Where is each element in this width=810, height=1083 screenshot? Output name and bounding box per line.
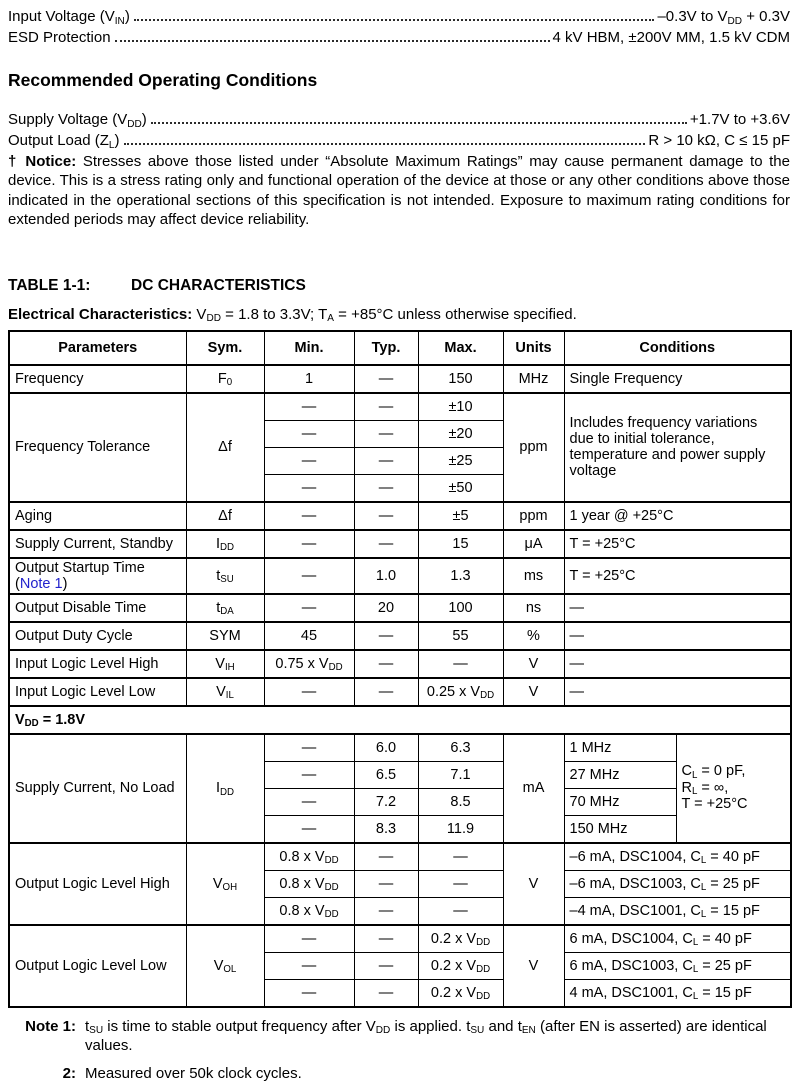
sym-cell: $I_{DD}$ <box>186 734 264 843</box>
section-heading: Recommended Operating Conditions <box>8 70 318 90</box>
typ-cell: — <box>354 530 418 558</box>
max-cell: 100 <box>418 594 503 622</box>
param-cell <box>9 558 186 594</box>
cond-freq-cell: 27 MHz <box>564 761 676 788</box>
col-header-min: Min. <box>264 331 354 365</box>
sym-cell: $t_{DA}$ <box>186 594 264 622</box>
sym-cell: $t_{SU}$ <box>186 558 264 594</box>
max-cell: ±25 <box>418 447 503 474</box>
min-cell: — <box>264 678 354 706</box>
max-cell: 0.2 x $V_{DD}$ <box>418 925 503 953</box>
max-cell: ±10 <box>418 393 503 421</box>
subtitle-bold: Electrical Characteristics: <box>8 305 193 323</box>
units-cell: ms <box>503 558 564 594</box>
param-cell: Output Logic Level High <box>9 843 186 925</box>
cond-freq-cell: 150 MHz <box>564 815 676 843</box>
min-cell: — <box>264 815 354 843</box>
spec-line-supply-voltage <box>8 107 790 128</box>
col-header-parameters: Parameters <box>9 331 186 365</box>
typ-cell: — <box>354 870 418 897</box>
typ-cell: — <box>354 650 418 678</box>
spec-label: Supply Voltage $(V_{DD})$ <box>8 111 147 130</box>
min-cell: 0.8 x $V_{DD}$ <box>264 870 354 897</box>
min-cell: — <box>264 734 354 762</box>
typ-cell: — <box>354 393 418 421</box>
sym-cell: Δf <box>186 393 264 502</box>
max-cell: 55 <box>418 622 503 650</box>
typ-cell: — <box>354 447 418 474</box>
table-row-vol <box>9 925 791 953</box>
cond-cell: — <box>564 622 791 650</box>
units-cell: ppm <box>503 393 564 502</box>
typ-cell: — <box>354 952 418 979</box>
spec-label: Output Load $(Z_L)$ <box>8 132 120 151</box>
typ-cell: — <box>354 502 418 530</box>
typ-cell: — <box>354 622 418 650</box>
max-cell: 11.9 <box>418 815 503 843</box>
typ-cell: — <box>354 925 418 953</box>
cond-cell: T = +25°C <box>564 530 791 558</box>
min-cell: — <box>264 530 354 558</box>
spec-line-input-voltage <box>8 4 790 25</box>
min-cell: 0.8 x $V_{DD}$ <box>264 897 354 925</box>
cond-cell: –6 mA, DSC1004, $C_L = 40$ pF <box>564 843 791 871</box>
note-text: $t_{SU}$ is time to stable output frequency after $V_{DD}$ is applied. $t_{SU}$ and $t_{EN}$ (after EN is asserted) are identical values. <box>85 1017 767 1054</box>
typ-cell: 20 <box>354 594 418 622</box>
section-label: $V_{DD} = 1.8V$ <box>9 706 791 734</box>
table-row-supply-no-load <box>9 734 791 762</box>
table-row-disable-time <box>9 594 791 622</box>
min-cell: — <box>264 594 354 622</box>
typ-cell: 6.5 <box>354 761 418 788</box>
min-cell: — <box>264 474 354 502</box>
cond-cell: –6 mA, DSC1003, $C_L = 25$ pF <box>564 870 791 897</box>
min-cell: — <box>264 393 354 421</box>
typ-cell: — <box>354 365 418 393</box>
units-cell: ppm <box>503 502 564 530</box>
cond-cell: 6 mA, DSC1004, $C_L = 40$ pF <box>564 925 791 953</box>
cond-cell: 1 year @ +25°C <box>564 502 791 530</box>
min-cell: 0.75 x $V_{DD}$ <box>264 650 354 678</box>
units-cell: μA <box>503 530 564 558</box>
table-row-aging <box>9 502 791 530</box>
spec-value: R > 10 kΩ, C ≤ 15 pF <box>648 132 790 149</box>
min-cell: — <box>264 447 354 474</box>
max-cell: — <box>418 897 503 925</box>
units-cell: MHz <box>503 365 564 393</box>
spec-line-esd-protection <box>8 25 790 46</box>
units-cell: mA <box>503 734 564 843</box>
sym-cell: $F_0$ <box>186 365 264 393</box>
max-cell: 0.2 x $V_{DD}$ <box>418 952 503 979</box>
max-cell: 15 <box>418 530 503 558</box>
dotted-leader <box>115 40 550 42</box>
typ-cell: 6.0 <box>354 734 418 762</box>
cond-cell: 4 mA, DSC1001, $C_L = 15$ pF <box>564 979 791 1007</box>
sym-cell: SYM <box>186 622 264 650</box>
col-header-typ: Typ. <box>354 331 418 365</box>
spec-value: +1.7V to +3.6V <box>689 111 790 128</box>
notice-label: † Notice: <box>8 153 77 170</box>
subtitle-rest: $V_{DD} = 1.8$ to 3.3V; $T_A = +85^\circ C$ unless otherwise specified. <box>192 305 577 325</box>
param-cell: Supply Current, No Load <box>9 734 186 843</box>
max-cell: 150 <box>418 365 503 393</box>
cond-cell: Single Frequency <box>564 365 791 393</box>
sym-cell: $I_{DD}$ <box>186 530 264 558</box>
min-cell: — <box>264 788 354 815</box>
table-heading <box>8 277 790 295</box>
spec-value: 4 kV HBM, ±200V MM, 1.5 kV CDM <box>552 29 790 46</box>
typ-cell: 8.3 <box>354 815 418 843</box>
typ-cell: 7.2 <box>354 788 418 815</box>
param-cell: Aging <box>9 502 186 530</box>
typ-cell: — <box>354 678 418 706</box>
min-cell: 1 <box>264 365 354 393</box>
spec-value: –0.3V to $V_{DD} + 0.3V$ <box>657 8 790 27</box>
param-label: Output Startup Time <box>15 559 145 576</box>
param-cell: Supply Current, Standby <box>9 530 186 558</box>
spec-line-output-load <box>8 128 790 149</box>
min-cell: 0.8 x $V_{DD}$ <box>264 843 354 871</box>
sym-cell: $V_{OL}$ <box>186 925 264 1007</box>
param-cell: Input Logic Level High <box>9 650 186 678</box>
units-cell: ns <box>503 594 564 622</box>
note-label: 2: <box>62 1064 76 1082</box>
cond-cell: T = +25°C <box>564 558 791 594</box>
param-cell: Frequency <box>9 365 186 393</box>
note-2 <box>8 1064 790 1083</box>
units-cell: V <box>503 843 564 925</box>
table-notes <box>8 1017 790 1083</box>
min-cell: — <box>264 502 354 530</box>
table-label: TABLE 1-1: <box>8 276 91 294</box>
units-cell: % <box>503 622 564 650</box>
max-cell: 8.5 <box>418 788 503 815</box>
table-row-freq-tolerance <box>9 393 791 421</box>
max-cell: ±20 <box>418 420 503 447</box>
param-note-ref[interactable]: (Note 1) <box>15 575 68 592</box>
note-label: Note 1: <box>25 1017 76 1035</box>
min-cell: — <box>264 925 354 953</box>
table-row-voh <box>9 843 791 871</box>
min-cell: — <box>264 420 354 447</box>
min-cell: — <box>264 979 354 1007</box>
typ-cell: — <box>354 474 418 502</box>
dc-characteristics-table <box>8 330 792 1008</box>
col-header-max: Max. <box>418 331 503 365</box>
typ-cell: 1.0 <box>354 558 418 594</box>
typ-cell: — <box>354 420 418 447</box>
notice-paragraph <box>8 152 790 230</box>
max-cell: 7.1 <box>418 761 503 788</box>
cond-cell: — <box>564 650 791 678</box>
typ-cell: — <box>354 979 418 1007</box>
dotted-leader <box>124 143 646 145</box>
param-cell: Frequency Tolerance <box>9 393 186 502</box>
dotted-leader <box>151 122 687 124</box>
min-cell: — <box>264 761 354 788</box>
units-cell: V <box>503 925 564 1007</box>
sym-cell: $V_{IH}$ <box>186 650 264 678</box>
table-row-vih <box>9 650 791 678</box>
cond-cell: — <box>564 594 791 622</box>
max-cell: 6.3 <box>418 734 503 762</box>
max-cell: 0.25 x $V_{DD}$ <box>418 678 503 706</box>
param-cell: Output Logic Level Low <box>9 925 186 1007</box>
cond-cell: Includes frequency variations due to initial tolerance, temperature and power supply voltage <box>564 393 791 502</box>
sym-cell: $V_{IL}$ <box>186 678 264 706</box>
spec-label: ESD Protection <box>8 29 111 46</box>
col-header-sym: Sym. <box>186 331 264 365</box>
min-cell: — <box>264 952 354 979</box>
max-cell: ±50 <box>418 474 503 502</box>
units-cell: V <box>503 678 564 706</box>
table-subtitle <box>8 306 790 323</box>
param-cell: Output Disable Time <box>9 594 186 622</box>
max-cell: 1.3 <box>418 558 503 594</box>
col-header-conditions: Conditions <box>564 331 791 365</box>
table-title: DC CHARACTERISTICS <box>131 276 306 294</box>
table-header-row <box>9 331 791 365</box>
max-cell: — <box>418 650 503 678</box>
max-cell: 0.2 x $V_{DD}$ <box>418 979 503 1007</box>
max-cell: — <box>418 843 503 871</box>
cond-cell: — <box>564 678 791 706</box>
sym-cell: Δf <box>186 502 264 530</box>
param-cell: Input Logic Level Low <box>9 678 186 706</box>
cond-freq-cell: 1 MHz <box>564 734 676 762</box>
notice-text: Stresses above those listed under “Absolute Maximum Ratings” may cause permanent damage to the device. This is a stress rating only and functional operation of the device at those or any other conditions above those indicated in the operational sections of this specification is not intended. Exposure to maximum rating conditions for extended periods may affect device reliability. <box>8 153 790 229</box>
table-row-vil <box>9 678 791 706</box>
cond-cell: –4 mA, DSC1001, $C_L = 15$ pF <box>564 897 791 925</box>
col-header-units: Units <box>503 331 564 365</box>
min-cell: — <box>264 558 354 594</box>
note-text: Measured over 50k clock cycles. <box>85 1064 302 1082</box>
table-row-supply-standby <box>9 530 791 558</box>
max-cell: ±5 <box>418 502 503 530</box>
table-section-vdd-1v8 <box>9 706 791 734</box>
typ-cell: — <box>354 897 418 925</box>
cond-cell: 6 mA, DSC1003, $C_L = 25$ pF <box>564 952 791 979</box>
max-cell: — <box>418 870 503 897</box>
sym-cell: $V_{OH}$ <box>186 843 264 925</box>
cond-freq-cell: 70 MHz <box>564 788 676 815</box>
typ-cell: — <box>354 843 418 871</box>
table-row-duty-cycle <box>9 622 791 650</box>
table-row-frequency <box>9 365 791 393</box>
cond-cell: $C_L = 0$ pF, $R_L$ = ∞, T = +25°C <box>676 734 791 843</box>
dotted-leader <box>134 19 655 21</box>
note-1 <box>8 1017 790 1055</box>
min-cell: 45 <box>264 622 354 650</box>
units-cell: V <box>503 650 564 678</box>
spec-label: Input Voltage $(V_{IN})$ <box>8 8 130 27</box>
param-cell: Output Duty Cycle <box>9 622 186 650</box>
table-row-startup-time <box>9 558 791 594</box>
